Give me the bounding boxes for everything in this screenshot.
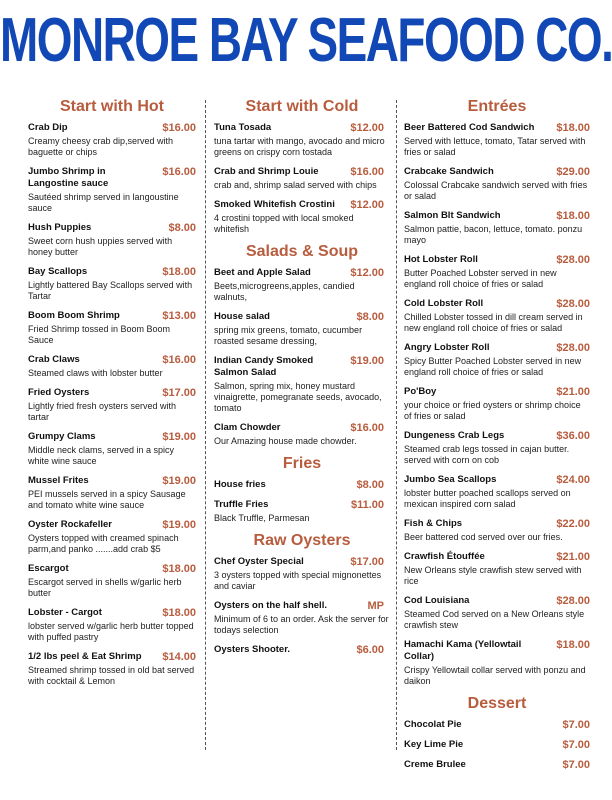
menu-item-name: Chef Oyster Special [214, 556, 304, 567]
menu-item-name: Smoked Whitefish Crostini [214, 199, 335, 210]
menu-item-description: Minimum of 6 to an order. Ask the server for todays selection [214, 614, 389, 635]
menu-item-description: New Orleans style crawfish stew served with rice [404, 565, 582, 586]
menu-item-price: $6.00 [356, 644, 384, 656]
menu-item-name: Beet and Apple Salad [214, 267, 311, 278]
menu-item-description: Chilled Lobster tossed in dill cream served in new england roll choice of fries or salad [404, 312, 583, 333]
menu-item-description: Sweet corn hush uppies served with honey butter [28, 236, 173, 257]
menu-item-description: Escargot served in shells w/garlic herb butter [28, 577, 182, 598]
menu-item-price: $8.00 [168, 222, 196, 234]
menu-item-name: Creme Brulee [404, 759, 466, 770]
menu-item-description: Crispy Yellowtail collar served with ponzu and daikon [404, 665, 586, 686]
menu-item-price: $16.00 [350, 422, 384, 434]
menu-item-name: Crabcake Sandwich [404, 166, 494, 177]
menu-item-description: Streamed shrimp tossed in old bat served with cocktail & Lemon [28, 665, 195, 686]
menu-item-name: Crab and Shrimp Louie [214, 166, 319, 177]
menu-item-price: $11.00 [350, 499, 384, 511]
menu-item [404, 639, 590, 687]
menu-item [28, 651, 196, 687]
menu-item-price: $18.00 [162, 266, 196, 278]
menu-item-price: $7.00 [562, 739, 590, 751]
menu-item-name: Clam Chowder [214, 422, 281, 433]
menu-item-name: Escargot [28, 563, 69, 574]
menu-item-description: Steamed claws with lobster butter [28, 368, 163, 378]
menu-item-price: $18.00 [556, 210, 590, 222]
menu-item-name: Oysters on the half shell. [214, 600, 327, 611]
menu-item-name: Grumpy Clams [28, 431, 96, 442]
menu-item [28, 310, 196, 346]
restaurant-title: MONROE BAY SEAFOOD CO. [0, 6, 612, 75]
section-heading: Salads & Soup [245, 243, 359, 260]
menu-item [404, 122, 590, 158]
menu-item-price: $18.00 [162, 563, 196, 575]
menu-item [404, 210, 590, 246]
menu-item-description: crab and, shrimp salad served with chips [214, 180, 377, 190]
menu-item-name: Crab Dip [28, 122, 68, 133]
section-heading: Raw Oysters [253, 532, 351, 549]
column-divider [205, 100, 206, 750]
menu-item-description: Salmon, spring mix, honey mustard vinaigrette, pomegranate seeds, avocado, tomato [214, 381, 382, 413]
menu-item-description: Colossal Crabcake sandwich served with fries or salad [404, 180, 588, 201]
menu-item [28, 431, 196, 467]
menu-item [404, 595, 590, 631]
menu-item-name: Key Lime Pie [404, 739, 464, 750]
menu-item-description: lobster butter poached scallops served on mexican inspired corn salad [404, 488, 571, 509]
menu-item-description: Served with lettuce, tomato, Tatar served with fries or salad [404, 136, 586, 157]
menu-item-name: Fish & Chips [404, 518, 463, 529]
menu-item-price: $16.00 [162, 354, 196, 366]
menu-item-name: Chocolat Pie [404, 719, 462, 730]
menu-item-price: $14.00 [162, 651, 196, 663]
menu-item [404, 386, 590, 422]
column-divider [396, 100, 397, 750]
section-heading: Start with Cold [245, 98, 359, 115]
menu-item-name: Mussel Frites [28, 475, 89, 486]
menu-item-name: House salad [214, 311, 270, 322]
menu-item-description: Black Truffle, Parmesan [214, 513, 310, 523]
menu-item [28, 122, 196, 158]
menu-item-price: $7.00 [562, 719, 590, 731]
menu-item-price: $18.00 [162, 607, 196, 619]
menu-item [404, 254, 590, 290]
menu-item-price: $13.00 [162, 310, 196, 322]
menu-item-name: Tuna Tosada [214, 122, 272, 133]
menu-item [28, 222, 196, 258]
menu-item [28, 166, 196, 214]
menu-item-description: Salmon pattie, bacon, lettuce, tomato. ponzu mayo [404, 224, 583, 245]
menu-item-description: Fried Shrimp tossed in Boom Boom Sauce [28, 324, 171, 345]
menu-item-price: $17.00 [162, 387, 196, 399]
menu-item [214, 556, 390, 592]
menu-item-description: PEI mussels served in a spicy Sausage and tomato white wine sauce [28, 489, 186, 510]
menu-item-price: $7.00 [562, 759, 590, 771]
menu-item-name: Po'Boy [404, 386, 437, 397]
menu-item-name: Crab Claws [28, 354, 80, 365]
menu-item-price: $12.00 [350, 199, 384, 211]
section-heading: Entrées [467, 98, 527, 115]
menu-item-name: Truffle Fries [214, 499, 269, 510]
menu-item-name: Cold Lobster Roll [404, 298, 484, 309]
menu-item [214, 355, 390, 414]
menu-item [28, 354, 196, 379]
menu-item-price: $16.00 [162, 122, 196, 134]
menu-item-description: 4 crostini topped with local smoked whitefish [214, 213, 354, 234]
menu-item-price: $19.00 [350, 355, 384, 367]
menu-item-name: House fries [214, 479, 266, 490]
menu-item-price: $21.00 [556, 551, 590, 563]
menu-item-description: Our Amazing house made chowder. [214, 436, 357, 446]
menu-column-2 [214, 92, 390, 780]
menu-item [214, 199, 390, 235]
menu-item [214, 267, 390, 303]
menu-item [404, 719, 590, 731]
menu-item-description: Butter Poached Lobster served in new england roll choice of fries or salad [404, 268, 557, 289]
menu-item-price: MP [367, 600, 384, 612]
menu-item-description: Steamed Cod served on a New Orleans style crawfish stew [404, 609, 585, 630]
menu-item-name: Hot Lobster Roll [404, 254, 478, 265]
menu-item-description: tuna tartar with mango, avocado and micro greens on crispy corn tostada [214, 136, 385, 157]
menu-item [404, 739, 590, 751]
menu-item-name: Fried Oysters [28, 387, 90, 398]
menu-item-description: Steamed crab legs tossed in cajan butter. served with corn on cob [404, 444, 570, 465]
menu-item [28, 266, 196, 302]
menu-item [28, 519, 196, 555]
menu-item-description: Beets,microgreens,apples, candied walnuts, [214, 281, 355, 302]
menu-item-price: $19.00 [162, 475, 196, 487]
menu-item-price: $28.00 [556, 595, 590, 607]
menu-item [214, 600, 390, 636]
menu-item-price: $28.00 [556, 342, 590, 354]
menu-item [404, 551, 590, 587]
menu-item-price: $12.00 [350, 122, 384, 134]
menu-item [28, 475, 196, 511]
menu-item-description: Middle neck clams, served in a spicy white wine sauce [28, 445, 175, 466]
menu-item-price: $21.00 [556, 386, 590, 398]
menu-item-name: Lobster - Cargot [28, 607, 102, 618]
menu-item-name: Oysters Shooter. [214, 644, 291, 655]
menu-item-price: $22.00 [556, 518, 590, 530]
menu-item [214, 166, 390, 191]
menu-item-price: $12.00 [350, 267, 384, 279]
section-heading: Start with Hot [60, 98, 164, 115]
menu-item-price: $17.00 [350, 556, 384, 568]
menu-item-price: $8.00 [356, 311, 384, 323]
menu-item-name: Hush Puppies [28, 222, 92, 233]
menu-item-price: $28.00 [556, 298, 590, 310]
menu-item-name: Salmon Blt Sandwich [404, 210, 501, 221]
menu-item-description: Oysters topped with creamed spinach parm,and panko .......add crab $5 [28, 533, 179, 554]
menu-item-description: Creamy cheesy crab dip,served with baguette or chips [28, 136, 174, 157]
menu-item-price: $24.00 [556, 474, 590, 486]
menu-item [404, 759, 590, 771]
menu-item-description: your choice or fried oysters or shrimp choice of fries or salad [404, 400, 581, 421]
menu-item-name: Jumbo Sea Scallops [404, 474, 497, 485]
menu-item [28, 387, 196, 423]
menu-item-name: Oyster Rockafeller [28, 519, 112, 530]
menu-item-price: $8.00 [356, 479, 384, 491]
menu-item-name: Jumbo Shrimp in Langostine sauce [28, 166, 109, 189]
menu-item [404, 518, 590, 543]
menu-item [28, 563, 196, 599]
menu-item-name: Beer Battered Cod Sandwich [404, 122, 535, 133]
menu-item-name: Angry Lobster Roll [404, 342, 490, 353]
menu-item-description: Spicy Butter Poached Lobster served in new england roll choice of fries or salad [404, 356, 582, 377]
menu-item-price: $18.00 [556, 639, 590, 651]
menu-item-price: $36.00 [556, 430, 590, 442]
menu-item-name: Dungeness Crab Legs [404, 430, 505, 441]
menu-item [404, 342, 590, 378]
menu-item-name: Bay Scallops [28, 266, 88, 277]
menu-column-3 [404, 92, 590, 780]
menu-item-description: lobster served w/garlic herb butter topped with puffed pastry [28, 621, 194, 642]
menu-item-price: $16.00 [350, 166, 384, 178]
menu-item [214, 499, 390, 524]
menu-item-description: Beer battered cod served over our fries. [404, 532, 563, 542]
menu-item-description: Sautéed shrimp served in langoustine sauce [28, 192, 179, 213]
menu-item-description: spring mix greens, tomato, cucumber roasted sesame dressing, [214, 325, 363, 346]
menu-item-name: 1/2 lbs peel & Eat Shrimp [28, 651, 142, 662]
menu-item-price: $28.00 [556, 254, 590, 266]
menu-item-name: Crawfish Étouffée [404, 551, 485, 562]
section-heading: Dessert [467, 695, 527, 712]
menu-item [214, 479, 390, 491]
menu-item-name: Hamachi Kama (Yellowtail Collar) [404, 639, 522, 662]
menu-item-description: Lightly battered Bay Scallops served with Tartar [28, 280, 193, 301]
menu-item-price: $18.00 [556, 122, 590, 134]
menu-item [214, 311, 390, 347]
menu-item-price: $16.00 [162, 166, 196, 178]
menu-item-price: $19.00 [162, 519, 196, 531]
menu-item [404, 474, 590, 510]
menu-item-description: Lightly fried fresh oysters served with tartar [28, 401, 177, 422]
menu-item-price: $29.00 [556, 166, 590, 178]
section-heading: Fries [282, 455, 322, 472]
menu-item [214, 422, 390, 447]
menu-item [404, 166, 590, 202]
menu-item-name: Cod Louisiana [404, 595, 470, 606]
menu-item-price: $19.00 [162, 431, 196, 443]
menu-item [214, 122, 390, 158]
menu-item [28, 607, 196, 643]
menu-item-description: 3 oysters topped with special mignonettes and caviar [214, 570, 382, 591]
menu-column-1 [28, 92, 196, 780]
menu-item [214, 644, 390, 656]
menu-item-name: Indian Candy Smoked Salmon Salad [214, 355, 314, 378]
menu-item [404, 298, 590, 334]
menu-item [404, 430, 590, 466]
menu-item-name: Boom Boom Shrimp [28, 310, 120, 321]
